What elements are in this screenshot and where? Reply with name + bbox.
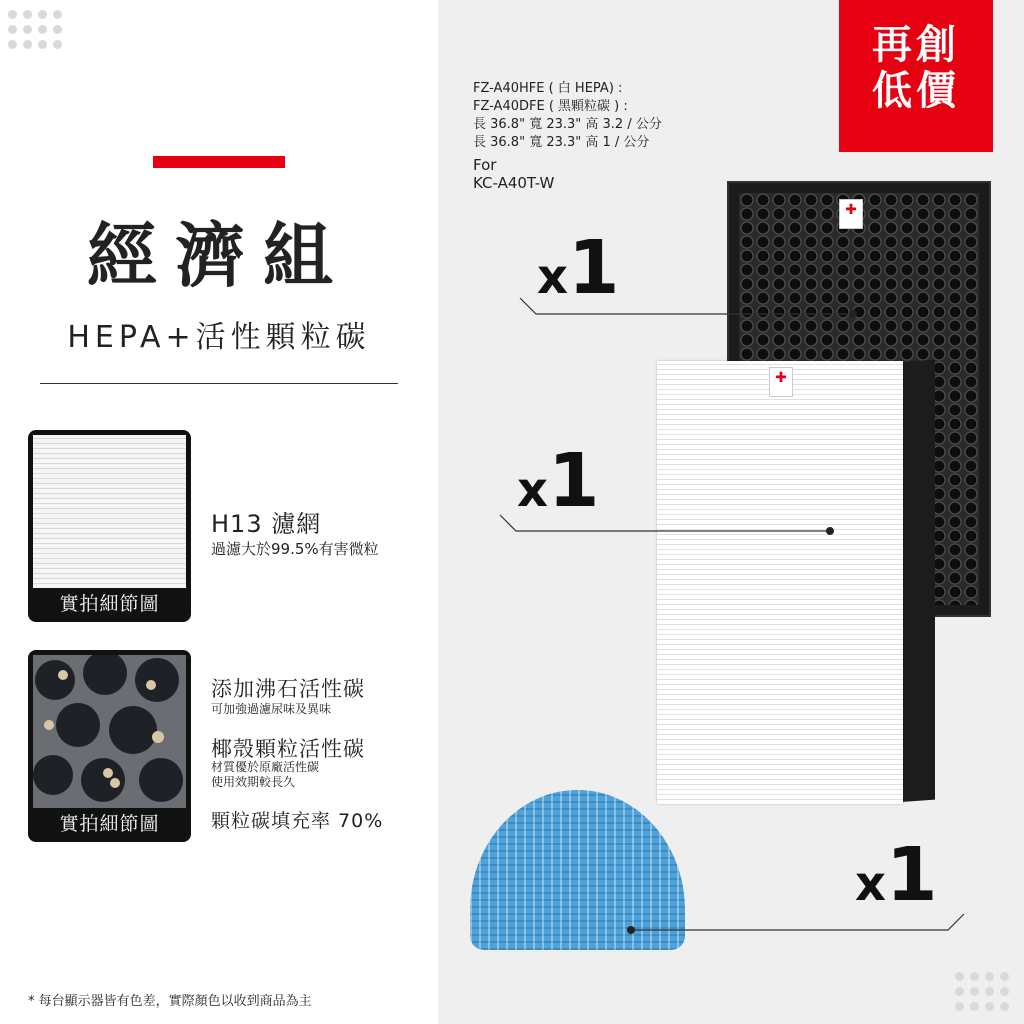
wick-quantity-number: 1 — [885, 832, 938, 918]
carbon-photo-caption: 實拍細節圖 — [59, 813, 160, 835]
carbon-feature-2-title: 椰殼顆粒活性碳 — [211, 737, 365, 761]
wick-quantity-x: x — [855, 856, 886, 912]
hepa-pointer-line — [500, 515, 830, 531]
carbon-quantity-number: 1 — [567, 225, 620, 311]
hepa-photo-caption: 實拍細節圖 — [59, 593, 160, 615]
hepa-feature-title: H13 濾網 — [211, 510, 322, 538]
spec-line-4: 長 36.8" 寬 23.3" 高 1 / 公分 — [473, 135, 650, 150]
carbon-feature-1-desc: 可加強過濾尿味及異味 — [211, 702, 332, 716]
spec-line-6: KC-A40T-W — [473, 174, 555, 192]
carbon-feature-2-desc-line2: 使用效期較長久 — [211, 775, 296, 789]
badge-line-2: 低價 — [872, 68, 960, 114]
hepa-quantity-x: x — [517, 462, 548, 518]
carbon-pointer-dot — [849, 310, 857, 318]
carbon-pointer-line — [520, 298, 853, 314]
brand-logo-icon: ✚ — [769, 367, 793, 397]
carbon-feature-1-title: 添加沸石活性碳 — [211, 677, 365, 701]
carbon-feature-3-title: 顆粒碳填充率 70% — [211, 810, 384, 832]
hepa-pointer-dot — [826, 527, 834, 535]
carbon-feature-2-desc-line1: 材質優於原廠活性碳 — [211, 760, 320, 774]
hepa-quantity-number: 1 — [547, 438, 600, 524]
spec-line-2: FZ-A40DFE ( 黑顆粒碳 ) : — [473, 99, 628, 114]
color-disclaimer: * 每台顯示器皆有色差，實際顏色以收到商品為主 — [28, 994, 312, 1009]
brand-logo-icon: ✚ — [839, 199, 863, 229]
hepa-feature-desc: 過濾大於99.5%有害微粒 — [211, 540, 379, 558]
page-title: 經濟組 — [87, 215, 351, 297]
wick-pointer-line — [631, 914, 964, 930]
wick-pointer-dot — [627, 926, 635, 934]
spec-line-5: For — [473, 156, 497, 174]
page-subtitle: HEPA+活性顆粒碳 — [67, 320, 371, 355]
spec-line-1: FZ-A40HFE ( 白 HEPA) : — [473, 81, 623, 96]
carbon-quantity-x: x — [537, 249, 568, 305]
badge-line-1: 再創 — [872, 22, 960, 68]
spec-line-3: 長 36.8" 寬 23.3" 高 3.2 / 公分 — [473, 117, 662, 132]
